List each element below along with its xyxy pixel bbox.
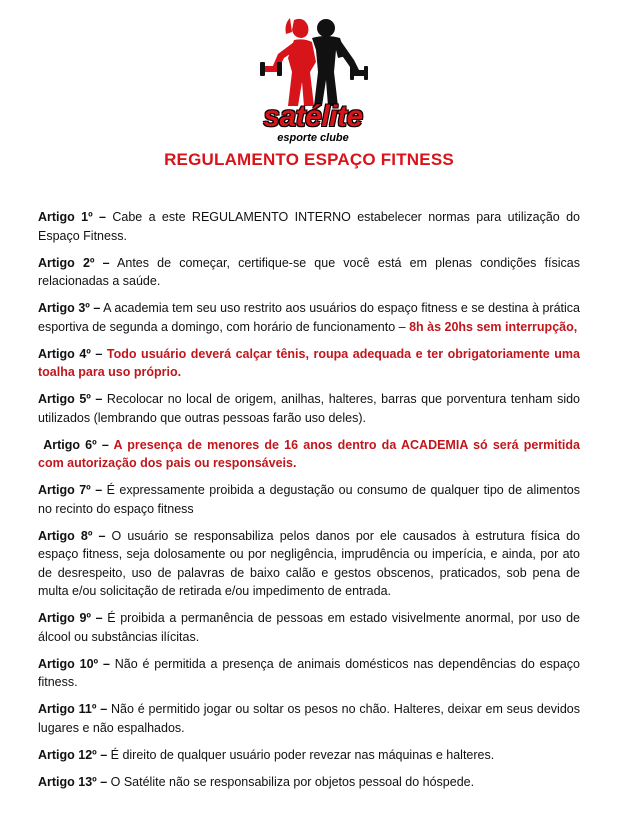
article-10: Artigo 10º – Não é permitida a presença de animais domésticos nas dependências do espaço fitness.	[38, 656, 580, 689]
brand-subtitle: esporte clube	[277, 132, 349, 144]
brand-name: satélite	[263, 100, 363, 133]
athletes-silhouette-icon	[238, 10, 388, 110]
article-8: Artigo 8º – O usuário se responsabiliza pelos danos por ele causados à estrutura física do espaço fitness, seja dolosamente ou por negligência, imprudência ou imperícia, e ainda, por ato de desrespeito, uso de palavras de baixo calão e gestos obscenos, praticados, sob pena de multa e/ou solicitação de retirada e/ou impedimento de entrada.	[38, 528, 580, 598]
article-12: Artigo 12º – É direito de qualquer usuário poder revezar nas máquinas e halteres.	[38, 747, 495, 762]
article-4: Artigo 4º – Todo usuário deverá calçar tênis, roupa adequada e ter obrigatoriamente uma toalha para uso próprio.	[38, 346, 580, 379]
articles-list	[38, 208, 580, 800]
article-1: Artigo 1º – Cabe a este REGULAMENTO INTERNO estabelecer normas para utilização do Espaço Fitness.	[38, 210, 580, 243]
article-11: Artigo 11º – Não é permitido jogar ou soltar os pesos no chão. Halteres, deixar em seus devidos lugares e não espalhados.	[38, 702, 580, 735]
article-6: Artigo 6º – A presença de menores de 16 anos dentro da ACADEMIA só será permitida com autorização dos pais ou responsáveis.	[38, 437, 580, 470]
article-5: Artigo 5º – Recolocar no local de origem, anilhas, halteres, barras que porventura tenham sido utilizados (lembrando que outras pessoas farão uso deles).	[38, 392, 581, 425]
article-2: Artigo 2º – Antes de começar, certifique-se que você está em plenas condições físicas relacionadas a saúde.	[38, 255, 580, 288]
club-logo	[238, 10, 388, 144]
article-7: Artigo 7º – É expressamente proibida a degustação ou consumo de qualquer tipo de alimentos no recinto do espaço fitness	[38, 483, 580, 516]
article-13: Artigo 13º – O Satélite não se responsabiliza por objetos pessoal do hóspede.	[38, 774, 475, 789]
article-3: Artigo 3º – A academia tem seu uso restrito aos usuários do espaço fitness e se destina à prática esportiva de segunda a domingo, com horário de funcionamento – 8h às 20hs sem interrupção,	[38, 301, 580, 334]
page-title: REGULAMENTO ESPAÇO FITNESS	[164, 150, 454, 169]
article-9: Artigo 9º – É proibida a permanência de pessoas em estado visivelmente anormal, por uso de álcool ou substâncias ilícitas.	[38, 611, 580, 644]
opening-hours: 8h às 20hs sem interrupção,	[409, 319, 578, 334]
